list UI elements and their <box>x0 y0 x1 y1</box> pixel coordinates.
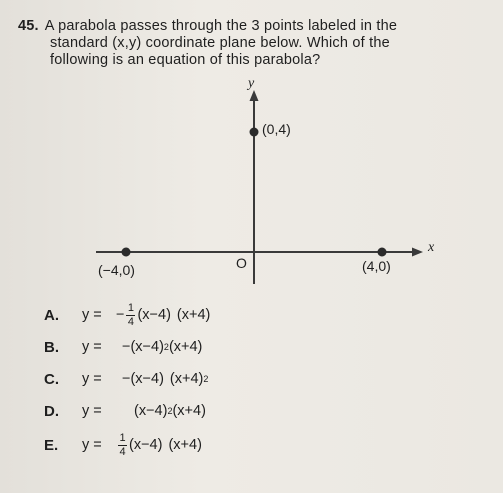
factor-2: (x+4) <box>169 371 204 387</box>
denominator: 4 <box>127 315 135 328</box>
choice-letter: C. <box>44 370 59 388</box>
choice-letter: E. <box>44 436 59 454</box>
choice-letter: B. <box>44 338 59 356</box>
factor-2: (x+4) <box>168 339 203 355</box>
factor-1: (x−4) <box>129 437 163 453</box>
point-label-0-4: (0,4) <box>262 121 291 137</box>
question-line-1: A parabola passes through the 3 points labeled in the <box>44 18 398 34</box>
choice-c[interactable] <box>44 364 208 394</box>
origin-label: O <box>236 255 247 271</box>
point-0-4 <box>250 128 259 137</box>
factor-1: −(x−4) <box>122 371 164 387</box>
choice-expression <box>116 303 210 328</box>
minus-sign: − <box>116 307 125 323</box>
y-equals: y = <box>82 371 102 387</box>
choice-expression <box>116 403 206 419</box>
choice-expression <box>116 433 202 458</box>
factor-2: (x+4) <box>168 437 202 453</box>
choice-letter: D. <box>44 402 59 420</box>
y-equals: y = <box>82 437 102 453</box>
choice-letter: A. <box>44 306 59 324</box>
x-axis-label: x <box>428 240 435 255</box>
factor-1: −(x−4) <box>122 339 164 355</box>
factor-1: (x−4) <box>134 403 168 419</box>
denominator: 4 <box>119 445 126 458</box>
exponent: 2 <box>163 342 169 352</box>
choice-e[interactable] <box>44 430 202 460</box>
y-axis-label: y <box>248 76 255 91</box>
exponent: 2 <box>203 374 209 384</box>
numerator: 1 <box>119 431 126 444</box>
x-axis-arrow-icon <box>412 248 423 257</box>
point-neg4-0 <box>122 248 131 257</box>
question-line-2: standard (x,y) coordinate plane below. Which of the <box>50 35 390 51</box>
point-4-0 <box>378 248 387 257</box>
point-label-4-0: (4,0) <box>362 258 391 274</box>
fraction <box>126 303 135 328</box>
choice-b[interactable] <box>44 332 202 362</box>
exponent: 2 <box>167 406 173 416</box>
choice-a[interactable] <box>44 300 210 330</box>
question-number: 45. <box>18 18 39 34</box>
factor-2: (x+4) <box>172 403 206 419</box>
question-line-3: following is an equation of this parabola? <box>50 52 321 68</box>
y-equals: y = <box>82 339 102 355</box>
choice-d[interactable] <box>44 396 206 426</box>
choice-expression <box>116 371 208 387</box>
numerator: 1 <box>127 301 135 314</box>
factor-1: (x−4) <box>137 307 171 323</box>
y-equals: y = <box>82 403 102 419</box>
point-label-neg4-0: (−4,0) <box>98 262 135 278</box>
factor-2: (x+4) <box>176 307 211 323</box>
choice-expression <box>116 339 202 355</box>
fraction <box>118 433 127 458</box>
y-equals: y = <box>82 307 102 323</box>
